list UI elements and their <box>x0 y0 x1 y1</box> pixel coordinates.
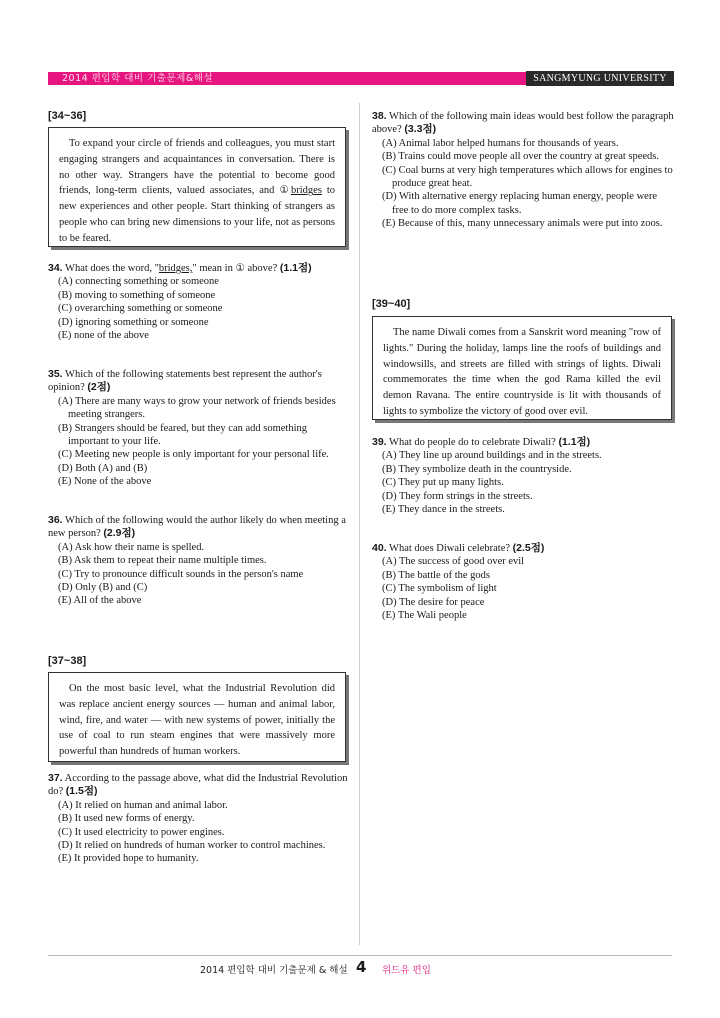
section-label-39-40: [39~40] <box>372 298 411 310</box>
section-label-37-38: [37~38] <box>48 655 87 667</box>
university-label: SANGMYUNG UNIVERSITY <box>526 71 674 86</box>
question-34 <box>48 262 348 342</box>
passage-text-before: To expand your circle of friends and colleagues, you must start engaging strangers and acquaintances in conversation. There is no other way. Strangers have the potential to become good friends, long-term clients, valued associates, and <box>59 138 335 197</box>
question-stem <box>48 368 348 395</box>
question-points: (1.5점) <box>65 785 98 798</box>
passage-text: On the most basic level, what the Industrial Revolution did was replace ancient energy sources — human and animal labor, wind, fire, and water — with new systems of power, initially the use of coal to run steam engines that were massively more powerful than hundreds of human workers. <box>59 683 335 758</box>
options-list <box>48 799 348 866</box>
column-divider <box>359 103 360 945</box>
passage-39-40 <box>372 316 672 420</box>
option-e: (E) It provided hope to humanity. <box>58 853 199 865</box>
question-stem <box>372 110 674 137</box>
passage-underlined-word: bridges <box>291 185 322 197</box>
option-e: (E) They dance in the streets. <box>382 504 505 516</box>
option-e: (E) None of the above <box>58 476 152 488</box>
passage-text: The name Diwali comes from a Sanskrit word meaning "row of lights." During the holiday, lamps line the roofs of buildings and windowsills, and streets are filled with strings of lights. Diwali commemorates the time when the god Rama killed the evil demon Ravana. The entire countryside is lit with thousands of lights to symbolize the victory of good over evil. <box>383 327 661 417</box>
option-b: (B) Strangers should be feared, but they can add something important to your life. <box>58 422 308 448</box>
option-c: (C) Meeting new people is only important for your personal life. <box>58 449 329 461</box>
option-c: (C) The symbolism of light <box>382 583 497 595</box>
option-d: (D) ignoring something or someone <box>58 316 209 328</box>
option-a: (A) They line up around buildings and in the streets. <box>382 450 602 462</box>
question-number: 37. <box>48 772 63 784</box>
stem-text: What does Diwali celebrate? <box>389 543 511 554</box>
options-list <box>372 449 674 516</box>
question-number: 38. <box>372 110 387 122</box>
question-number: 35. <box>48 368 63 380</box>
option-d: (D) It relied on hundreds of human worker to control machines. <box>58 840 326 852</box>
question-stem <box>372 542 674 555</box>
stem-text: What do people do to celebrate Diwali? <box>389 437 556 448</box>
question-36 <box>48 514 348 608</box>
option-c: (C) overarching something or someone <box>58 303 223 315</box>
options-list <box>372 137 674 231</box>
footer-brand: 위드유 편입 <box>382 965 431 976</box>
option-c: (C) Try to pronounce difficult sounds in the person's name <box>58 568 304 580</box>
option-b: (B) Ask them to repeat their name multiple times. <box>58 555 267 567</box>
option-b: (B) moving to something of someone <box>58 289 216 301</box>
question-points: (2.5점) <box>512 542 545 554</box>
stem-text: Which of the following would the author likely do when meeting a new person? <box>48 515 346 540</box>
question-39 <box>372 436 674 516</box>
option-e: (E) The Wali people <box>382 610 467 622</box>
option-c: (C) It used electricity to power engines. <box>58 826 225 838</box>
question-number: 39. <box>372 436 387 448</box>
question-points: (3.3점) <box>404 123 437 136</box>
question-stem <box>48 514 348 541</box>
option-b: (B) They symbolize death in the countryside. <box>382 463 572 475</box>
option-a: (A) It relied on human and animal labor. <box>58 799 228 811</box>
footer-title: 2014 편입학 대비 기출문제 & 해설 <box>200 965 348 976</box>
question-40 <box>372 542 674 622</box>
footer-line <box>48 955 672 956</box>
option-d: (D) Only (B) and (C) <box>58 582 148 594</box>
stem-text-after: " mean in ① above? <box>192 263 278 274</box>
question-points: (2점) <box>87 381 111 394</box>
header-title: 2014 편입학 대비 기출문제&해설 <box>62 73 214 84</box>
stem-text: What does the word, " <box>65 263 159 274</box>
question-points: (1.1점) <box>279 262 312 274</box>
option-b: (B) It used new forms of energy. <box>58 813 195 825</box>
option-a: (A) connecting something or someone <box>58 276 219 288</box>
stem-text: According to the passage above, what did the Industrial Revolution do? <box>48 773 348 798</box>
stem-underlined: bridges, <box>158 263 193 274</box>
option-d: (D) The desire for peace <box>382 596 485 608</box>
question-number: 40. <box>372 542 387 554</box>
option-e: (E) All of the above <box>58 595 142 607</box>
options-list <box>48 395 348 489</box>
option-a: (A) Animal labor helped humans for thousands of years. <box>382 137 619 149</box>
question-points: (1.1점) <box>558 436 591 448</box>
question-stem <box>48 772 348 799</box>
option-a: (A) Ask how their name is spelled. <box>58 541 205 553</box>
option-c: (C) Coal burns at very high temperatures which allows for engines to produce great heat. <box>382 164 673 190</box>
option-d: (D) Both (A) and (B) <box>58 462 148 474</box>
option-d: (D) With alternative energy replacing human energy, people were free to do more complex tasks. <box>382 191 657 216</box>
options-list <box>48 275 348 342</box>
options-list <box>48 541 348 608</box>
page-number: 4 <box>356 958 367 976</box>
passage-text <box>59 136 335 247</box>
passage-34-36 <box>48 127 346 247</box>
stem-text: Which of the following statements best represent the author's opinion? <box>48 369 322 394</box>
option-d: (D) They form strings in the streets. <box>382 490 533 502</box>
question-37 <box>48 772 348 866</box>
passage-marker: ① <box>279 185 292 197</box>
question-stem <box>48 262 348 275</box>
stem-text: Which of the following main ideas would best follow the paragraph above? <box>372 111 674 136</box>
section-label-34-36: [34~36] <box>48 110 87 122</box>
question-number: 34. <box>48 262 63 274</box>
question-number: 36. <box>48 514 63 526</box>
option-a: (A) There are many ways to grow your network of friends besides meeting strangers. <box>58 395 336 421</box>
option-a: (A) The success of good over evil <box>382 556 525 568</box>
question-38 <box>372 110 674 231</box>
question-points: (2.9점) <box>103 527 136 540</box>
question-stem <box>372 436 674 449</box>
question-35 <box>48 368 348 489</box>
option-e: (E) none of the above <box>58 330 149 342</box>
option-b: (B) The battle of the gods <box>382 569 490 581</box>
option-b: (B) Trains could move people all over the country at great speeds. <box>382 151 660 163</box>
option-c: (C) They put up many lights. <box>382 477 504 489</box>
passage-text-after: to new experiences and other people. Start thinking of strangers as people who can bring new dimensions to your life, not as persons to be feared. <box>59 185 335 244</box>
options-list <box>372 555 674 622</box>
option-e: (E) Because of this, many unnecessary animals were put into zoos. <box>382 218 663 230</box>
passage-37-38 <box>48 672 346 762</box>
